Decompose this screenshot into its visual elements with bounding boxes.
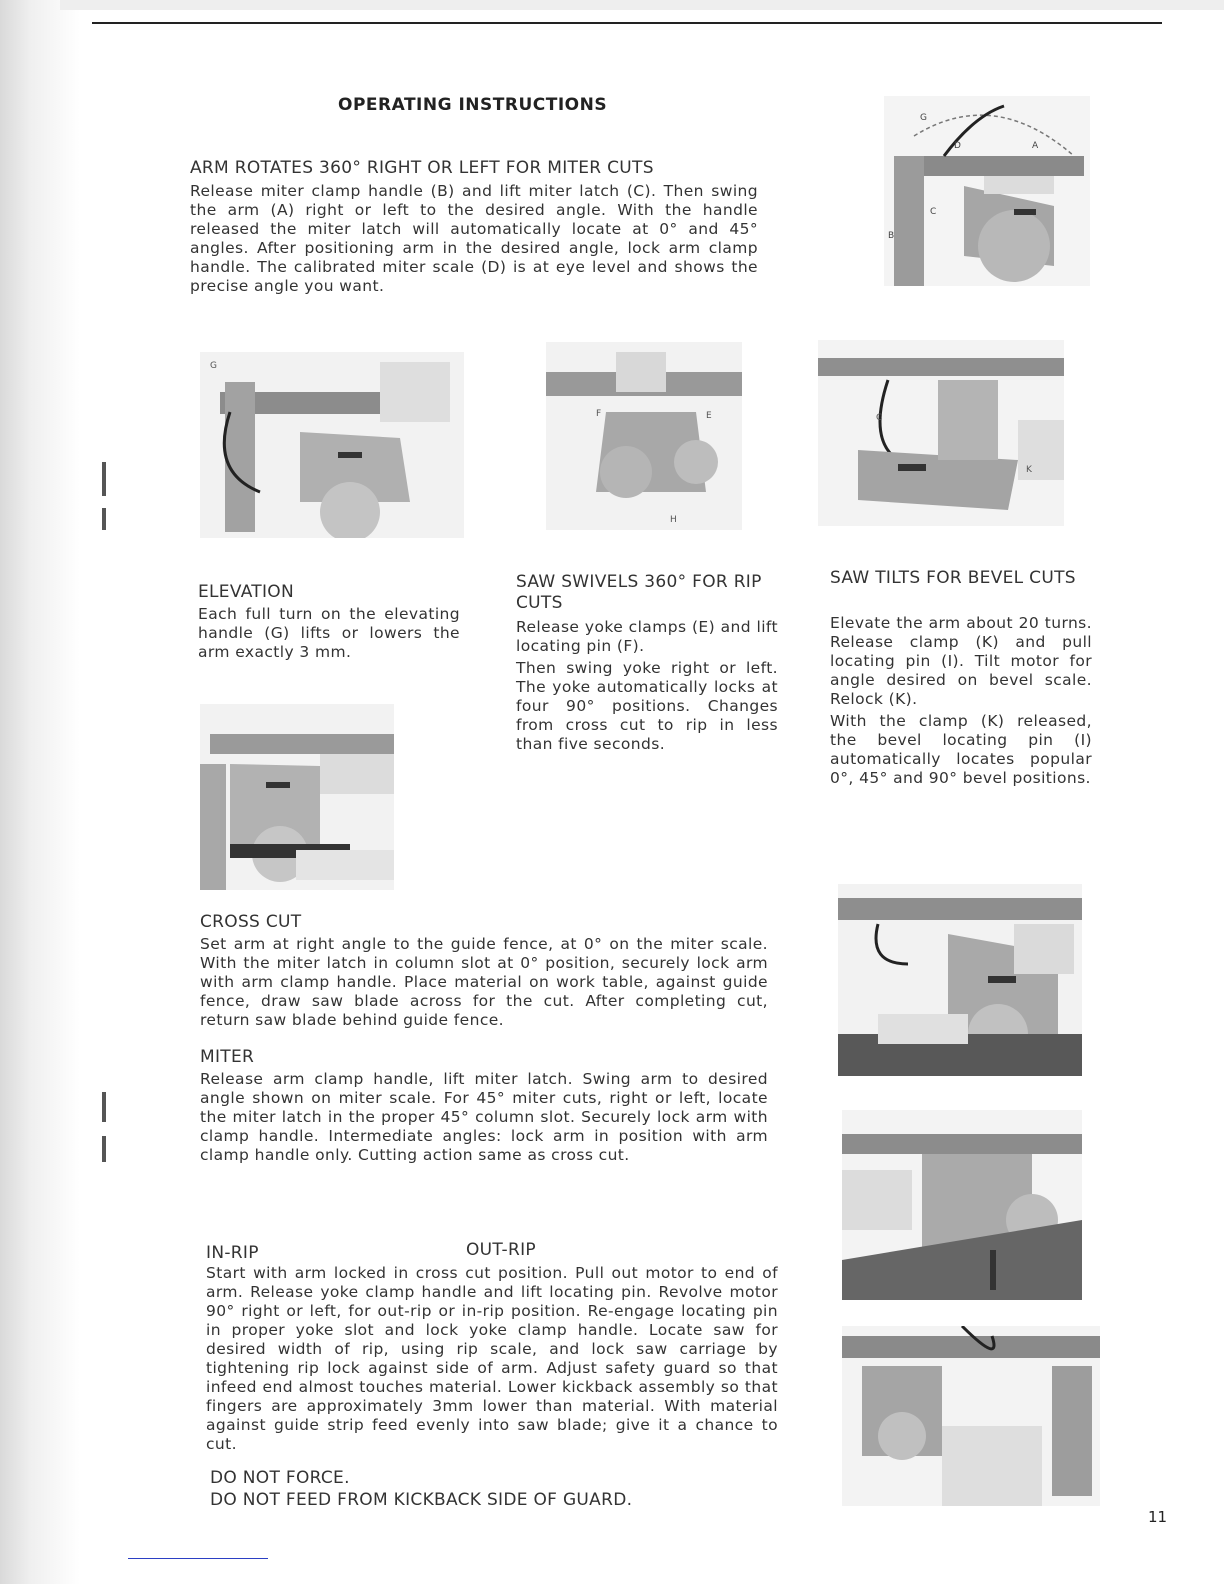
brand-plate — [1014, 209, 1036, 215]
miter-arm-title: ARM ROTATES 360° RIGHT OR LEFT FOR MITER CUTS — [190, 158, 654, 178]
operator-arm — [842, 1170, 912, 1230]
work-table — [942, 1426, 1042, 1506]
swivel-body — [516, 618, 778, 757]
label-h: H — [670, 515, 677, 525]
label-k: K — [1026, 465, 1032, 475]
page-number: 11 — [1148, 1508, 1168, 1526]
label-b: B — [888, 231, 895, 241]
elevation-body: Each full turn on the elevating handle (G) lifts or lowers the arm exactly 3 mm. — [198, 605, 460, 661]
hand-lower — [878, 1014, 968, 1044]
brand-plate — [898, 464, 926, 471]
top-rule — [92, 22, 1162, 24]
cross-cut-body: Set arm at right angle to the guide fence, at 0° on the miter scale. With the miter latch in column slot at 0° position, securely lock arm with arm clamp handle. Place material on work table, against guide fence, draw saw blade across for the cut. After completing cut, return saw blade behind guide fence. — [200, 935, 768, 1029]
label-f: F — [596, 409, 602, 419]
hand — [984, 176, 1054, 194]
hands — [616, 352, 666, 392]
photo-elevation-illustration — [200, 352, 464, 538]
column — [894, 156, 924, 286]
miter-body: Release arm clamp handle, lift miter latch. Swing arm to desired angle shown on miter scale. For 45° miter cuts, right or left, locate the miter latch in the proper 45° column slot. Securely lock arm with clamp handle. Intermediate angles: lock arm in position with arm clamp handle only. Cutting action same as cross cut. — [200, 1070, 768, 1164]
hand — [1014, 924, 1074, 974]
saw-arm — [842, 1134, 1082, 1154]
photo-bevel — [818, 340, 1064, 526]
hand-lower — [296, 850, 394, 880]
column — [225, 382, 255, 532]
swivel-body-2: Then swing yoke right or left. The yoke automatically locks at four 90° positions. Changes from cross cut to rip in less than five seconds. — [516, 659, 778, 753]
label-e: E — [706, 411, 712, 421]
saw-arm — [838, 898, 1082, 920]
column — [200, 764, 226, 890]
photo-swivel — [546, 342, 742, 530]
saw-arm — [842, 1336, 1100, 1358]
saw-blade — [978, 210, 1050, 282]
bevel-body-2: With the clamp (K) released, the bevel locating pin (I) automatically locates popular 0°, 45° and 90° bevel positions. — [830, 712, 1092, 787]
swivel-body-1: Release yoke clamps (E) and lift locating pin (F). — [516, 618, 778, 655]
margin-mark — [102, 1092, 106, 1122]
page-binding-shadow — [0, 0, 80, 1584]
yoke — [938, 380, 998, 460]
photo-rip-setup-illustration — [842, 1326, 1100, 1506]
brand-plate — [266, 782, 290, 788]
operator — [380, 362, 450, 422]
brand-plate — [338, 452, 362, 458]
cross-cut-title: CROSS CUT — [200, 912, 302, 932]
label-a: A — [1032, 141, 1039, 151]
photo-cross-cut-illustration — [200, 704, 394, 890]
label-g: G — [210, 361, 217, 371]
photo-swivel-illustration — [546, 342, 742, 530]
out-rip-title: OUT-RIP — [466, 1240, 536, 1260]
saw-arm — [210, 734, 394, 754]
miter-title: MITER — [200, 1047, 255, 1067]
column — [1052, 1366, 1092, 1496]
page-heading: OPERATING INSTRUCTIONS — [338, 95, 608, 115]
brand-plate — [988, 976, 1016, 983]
margin-mark — [102, 508, 106, 530]
bevel-body — [830, 614, 1092, 791]
warning-do-not-force: DO NOT FORCE. — [210, 1468, 350, 1488]
blade-guard — [600, 446, 652, 498]
label-c: C — [930, 207, 937, 217]
rip-body: Start with arm locked in cross cut position. Pull out motor to end of arm. Release yoke clamp handle and lift locating pin. Revolve motor 90° right or left, for out-rip or in-rip position. Re-engage locating pin in proper yoke slot and lock yoke clamp handle. Locate saw for desired width of rip, using rip scale, and lock saw carriage by tightening rip lock against side of arm. Adjust safety guard so that infeed end almost touches material. Lower kickback assembly so that fingers are approximately 3mm lower than material. With material against guide strip feed evenly into saw blade; give it a chance to cut. — [206, 1264, 778, 1453]
motor-end — [878, 1412, 926, 1460]
rip-blade — [990, 1250, 996, 1290]
label-g: G — [920, 113, 927, 123]
hand — [1018, 420, 1064, 480]
photo-rip-cut — [842, 1110, 1082, 1300]
miter-arm-body: Release miter clamp handle (B) and lift miter latch (C). Then swing the arm (A) right or left to the desired angle. With the handle released the miter latch will automatically locate at 0° and 45° angles. After positioning arm in the desired angle, lock arm clamp handle. The calibrated miter scale (D) is at eye level and shows the precise angle you want. — [190, 182, 758, 295]
photo-rip-cut-illustration — [842, 1110, 1082, 1300]
photo-elevation — [200, 352, 464, 538]
photo-miter-arm — [884, 96, 1090, 286]
footer-rule — [128, 1558, 268, 1559]
bevel-body-1: Elevate the arm about 20 turns. Release clamp (K) and pull locating pin (I). Tilt motor for angle desired on bevel scale. Relock (K). — [830, 614, 1092, 708]
motor-end — [674, 440, 718, 484]
photo-cross-cut — [200, 704, 394, 890]
top-edge-shadow — [60, 0, 1224, 10]
elevation-title: ELEVATION — [198, 582, 295, 602]
saw-arm — [818, 358, 1064, 376]
label-d: D — [954, 141, 961, 151]
bevel-title: SAW TILTS FOR BEVEL CUTS — [830, 568, 1076, 588]
hand — [320, 754, 394, 794]
label-c: C — [876, 413, 883, 423]
photo-cross-cut-large — [838, 884, 1082, 1076]
warning-kickback-side: DO NOT FEED FROM KICKBACK SIDE OF GUARD. — [210, 1490, 633, 1510]
photo-cross-cut-large-illustration — [838, 884, 1082, 1076]
margin-mark — [102, 462, 106, 496]
photo-rip-setup — [842, 1326, 1100, 1506]
photo-miter-arm-illustration — [884, 96, 1090, 286]
in-rip-title: IN-RIP — [206, 1243, 259, 1263]
margin-mark — [102, 1136, 106, 1162]
photo-bevel-illustration — [818, 340, 1064, 526]
swivel-title: SAW SWIVELS 360° FOR RIP CUTS — [516, 572, 762, 613]
